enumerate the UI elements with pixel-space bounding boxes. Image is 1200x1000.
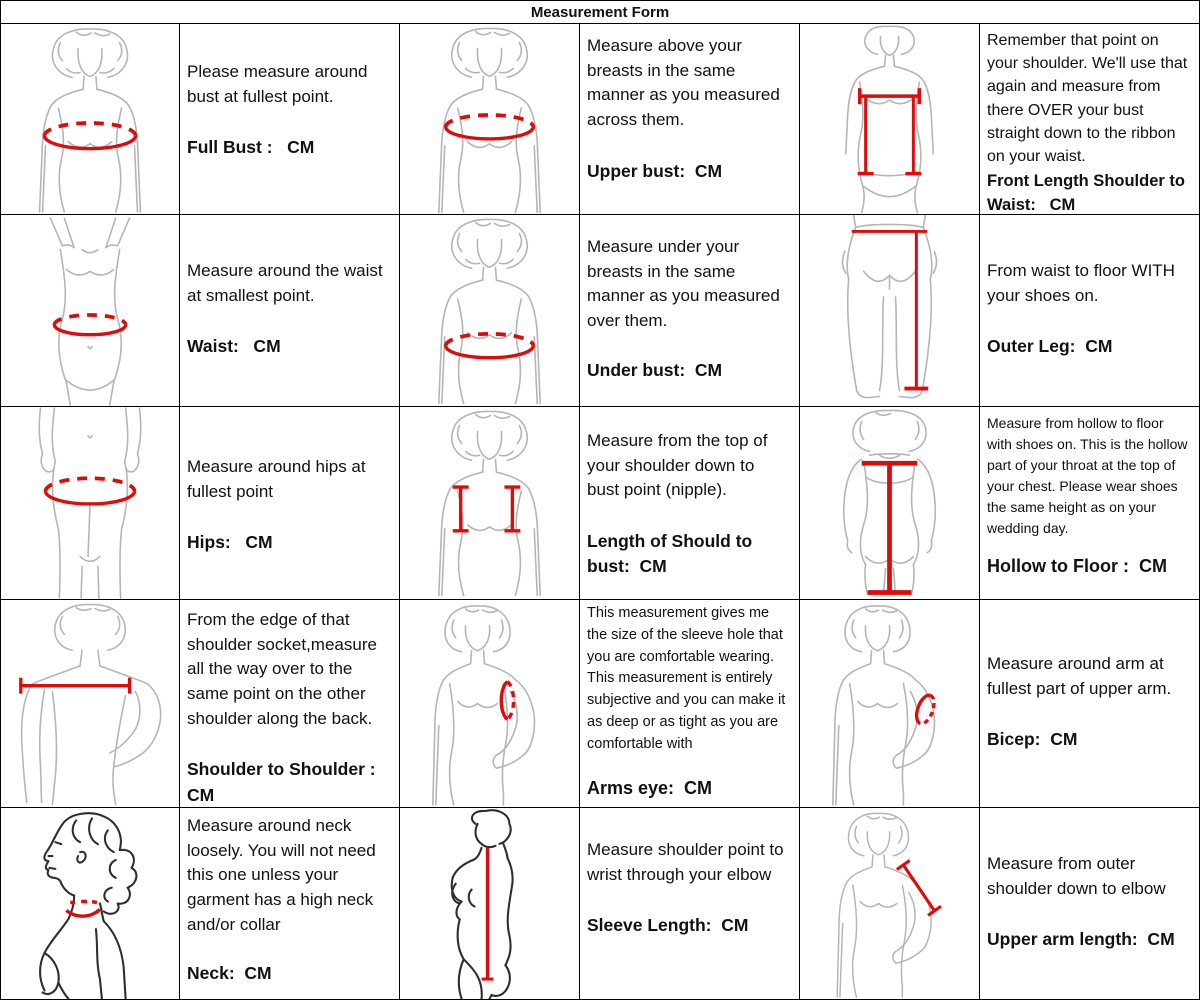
shoulder-to-shoulder-label: Shoulder to Shoulder : CM [187, 759, 381, 805]
arms-eye-description: This measurement gives me the size of the sleeve hole that you are comfortable wearing. This measurement is entirely subjective and you can make it as deep or as tight as you are comfortable with [587, 605, 790, 752]
hips-figure [1, 407, 179, 599]
upper-bust-label: Upper bust: CM [587, 160, 723, 181]
under-bust-figure [400, 215, 579, 406]
under-bust-label: Under bust: CM [587, 359, 723, 380]
arms-eye-label: Arms eye: CM [587, 778, 713, 799]
under-bust-description: Measure under your breasts in the same manner as you measured over them. [587, 237, 785, 330]
bicep-description: Measure around arm at fullest part of upper arm. [987, 654, 1172, 698]
sleeve-length-figure [400, 808, 579, 999]
upper-bust-sketch [400, 24, 579, 214]
arms-eye-cell [580, 600, 799, 807]
full-bust-sketch [1, 24, 179, 214]
shoulder-to-bust-sketch [400, 407, 579, 599]
upper-bust-measure-ellipse [446, 115, 534, 139]
shoulder-to-bust-figure [400, 407, 579, 599]
full-bust-description: Please measure around bust at fullest point. [187, 62, 373, 106]
waist-sketch [1, 215, 179, 406]
neck-sketch [1, 808, 179, 999]
neck-cell [180, 808, 399, 999]
upper-bust-description: Measure above your breasts in the same manner as you measured across them. [587, 36, 785, 129]
waist-measure-ellipse [54, 315, 125, 335]
neck-figure [1, 808, 179, 999]
shoulder-to-shoulder-sketch [1, 600, 179, 807]
front-length-description: Remember that point on your shoulder. We'll use that again and measure from there OVER your bust straight down to the ribbon on your waist. [987, 32, 1192, 165]
outer-leg-label: Outer Leg: CM [987, 336, 1113, 357]
upper-arm-length-sketch [800, 808, 979, 999]
neck-description: Measure around neck loosely. You will not need this one unless your garment has a high neck and/or collar [187, 816, 381, 934]
hollow-to-floor-sketch [800, 407, 979, 599]
hips-sketch [1, 407, 179, 599]
waist-figure [1, 215, 179, 406]
outer-leg-figure [800, 215, 979, 406]
front-length-label: Front Length Shoulder to Waist: CM [987, 172, 1190, 214]
hips-label: Hips: CM [187, 532, 273, 553]
bicep-figure [800, 600, 979, 807]
sleeve-length-label: Sleeve Length: CM [587, 915, 749, 936]
sleeve-length-cell [580, 808, 799, 999]
bicep-label: Bicep: CM [987, 729, 1078, 750]
shoulder-to-bust-description: Measure from the top of your shoulder down to bust point (nipple). [587, 431, 773, 500]
upper-arm-length-cell [980, 808, 1199, 999]
full-bust-figure [1, 24, 179, 214]
front-length-sketch [800, 24, 979, 214]
sleeve-length-measure-line [482, 848, 494, 979]
shoulder-to-shoulder-measure-line [21, 678, 130, 694]
upper-bust-figure [400, 24, 579, 214]
waist-cell [180, 215, 399, 406]
bicep-sketch [800, 600, 979, 807]
hips-measure-ellipse [46, 478, 135, 504]
upper-bust-cell [580, 24, 799, 214]
front-length-figure [800, 24, 979, 214]
arms-eye-figure [400, 600, 579, 807]
under-bust-sketch [400, 215, 579, 406]
outer-leg-cell [980, 215, 1199, 406]
bust-measure-ellipse [45, 123, 136, 149]
upper-arm-length-figure [800, 808, 979, 999]
under-bust-measure-ellipse [446, 334, 534, 358]
outer-leg-description: From waist to floor WITH your shoes on. [987, 261, 1180, 305]
full-bust-label: Full Bust : CM [187, 137, 315, 158]
shoulder-to-bust-cell [580, 407, 799, 599]
hips-description: Measure around hips at fullest point [187, 457, 371, 501]
upper-arm-length-description: Measure from outer shoulder down to elbow [987, 854, 1166, 898]
full-bust-cell [180, 24, 399, 214]
sleeve-length-sketch [400, 808, 579, 999]
waist-description: Measure around the waist at smallest point. [187, 261, 388, 305]
shoulder-to-bust-label: Length of Should to bust: CM [587, 530, 758, 577]
outer-leg-measure-lines [852, 231, 929, 388]
hips-cell [180, 407, 399, 599]
shoulder-to-shoulder-cell [180, 600, 399, 807]
form-title: Measurement Form [1, 1, 1199, 23]
waist-label: Waist: CM [187, 336, 281, 357]
hollow-to-floor-measure-lines [862, 463, 918, 592]
hollow-to-floor-figure [800, 407, 979, 599]
shoulder-to-shoulder-description: From the edge of that shoulder socket,measure all the way over to the same point on the other shoulder along the back. [187, 610, 382, 728]
hollow-to-floor-label: Hollow to Floor : CM [987, 556, 1167, 576]
hollow-to-floor-cell [980, 407, 1199, 599]
outer-leg-sketch [800, 215, 979, 406]
arms-eye-sketch [400, 600, 579, 807]
shoulder-to-shoulder-figure [1, 600, 179, 807]
neck-label: Neck: CM [187, 963, 272, 984]
front-length-cell [980, 24, 1199, 214]
under-bust-cell [580, 215, 799, 406]
upper-arm-length-label: Upper arm length: CM [987, 929, 1175, 950]
hollow-to-floor-description: Measure from hollow to floor with shoes on. This is the hollow part of your throat at the top of your chest. Please wear shoes the same height as on your wedding day. [987, 415, 1192, 536]
sleeve-length-description: Measure shoulder point to wrist through your elbow [587, 840, 789, 884]
bicep-cell [980, 600, 1199, 807]
